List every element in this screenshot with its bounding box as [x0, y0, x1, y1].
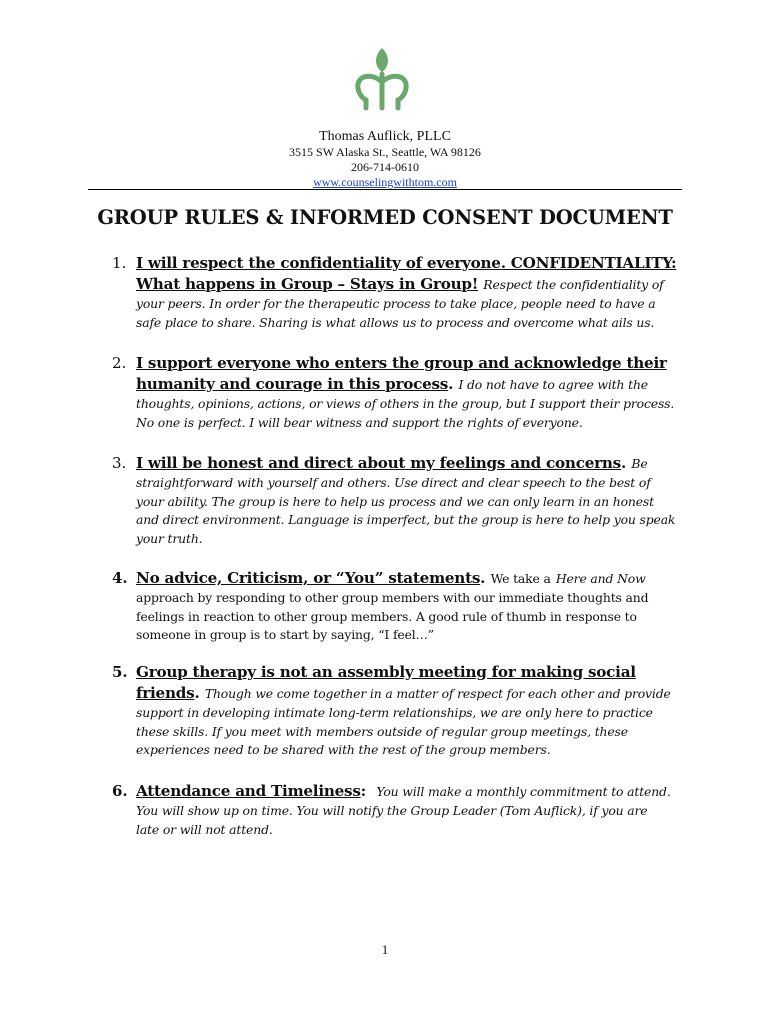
item-body: your peers. In order for the therapeutic process to take place, people need to have a: [136, 296, 656, 311]
item-body: Though we come together in a matter of respect for each other and provide: [204, 686, 671, 701]
document-title: GROUP RULES & INFORMED CONSENT DOCUMENT: [97, 206, 673, 229]
item-body: thoughts, opinions, actions, or views of others in the group, but I support their process.: [136, 396, 675, 411]
document-page: Thomas Auflick, PLLC 3515 SW Alaska St., Seattle, WA 98126 206-714-0610 www.counselingwithtom.com GROUP RULES & INFORMED CONSENT DOCUMENT 1. I will respect the confidentiality of everyone. CONFIDENTIALITY: What happens in Group – Stays in Group! Respect the confidentiality of your peers. In order for the therapeutic process to take place, people need to have a safe place to share. Sharing is what allows us to process and overcome what ails us. 2. I support everyone who enters the group and acknowledge their humanity and courage in this process. I do not have to agree with the thoughts, opinions, actions, or views of others in the group, but I support their process. No one is perfect. I will bear witness and support the rights of everyone. 3. I will be honest and direct about my feelings and concerns. Be straightforward with yourself and others. Use direct and clear speech to the best of your ability. The group is here to help us process and we can only learn in an honest and direct environment. Language is imperfect, but the group is here to help you speak your truth. 4. No advice, Criticism, or “You” statements. We take a Here and Now approach by responding to other group members with our immediate thoughts and feelings in reaction to other group members. A good rule of thumb in response to someone in group is to start by saying, “I feel…” 5. Group therapy is not an assembly meeting for making social friends. Though we come together in a matter of respect for each other and provide support in developing intimate long-term relationships, we are only here to practice these skills. If you meet with members outside of regular group meetings, these experiences need to be shared with the rest of the group members. 6. Attendance and Timeliness: You will make a monthly commitment to attend. You will show up on time. You will notify the Group Leader (Tom Auflick), if you are late or will not attend. 1: [0, 0, 770, 1024]
item-heading: No advice, Criticism, or “You” statements: [136, 569, 481, 587]
item-body: safe place to share. Sharing is what allows us to process and overcome what ails us.: [136, 314, 655, 330]
item-body-emphasis: Here and Now: [555, 571, 646, 586]
item-body: approach by responding to other group members with our immediate thoughts and: [136, 590, 649, 605]
item-number: 3.: [112, 454, 127, 472]
item-body: these skills. If you meet with members outside of regular group meetings, these: [136, 723, 628, 739]
item-heading: Group therapy is not an assembly meeting for making social: [136, 663, 636, 681]
item-body: someone in group is to start by saying, “I feel…”: [136, 627, 434, 642]
item-body: We take a: [490, 571, 551, 586]
item-number: 6.: [112, 782, 128, 800]
header-divider: [88, 189, 682, 190]
item-heading: I will respect the confidentiality of everyone. CONFIDENTIALITY:: [136, 254, 677, 272]
item-body: support in developing intimate long-term relationships, we are only here to practice: [136, 705, 653, 720]
item-body: late or will not attend.: [136, 821, 273, 837]
item-heading: What happens in Group – Stays in Group!: [136, 275, 479, 293]
item-heading: Attendance and Timeliness: [136, 782, 361, 800]
item-number: 5.: [112, 663, 128, 681]
practice-name: Thomas Auflick, PLLC: [319, 129, 451, 144]
item-heading: friends: [136, 684, 195, 702]
item-body: You will make a monthly commitment to attend.: [376, 784, 671, 799]
page-number: 1: [381, 942, 389, 957]
practice-phone: 206-714-0610: [351, 160, 419, 174]
item-heading: I will be honest and direct about my feelings and concerns: [136, 454, 621, 472]
letterhead: [0, 128, 770, 190]
item-body: your ability. The group is here to help us process and we can only learn in an honest: [136, 493, 654, 509]
item-number: 2.: [112, 354, 127, 372]
practice-address: 3515 SW Alaska St., Seattle, WA 98126: [289, 145, 481, 159]
website-link[interactable]: www.counselingwithtom.com: [313, 175, 457, 189]
item-heading: I support everyone who enters the group and acknowledge their: [136, 354, 667, 372]
item-body: I do not have to agree with the: [458, 377, 648, 392]
item-number: 4.: [112, 569, 128, 587]
item-heading: humanity and courage in this process: [136, 375, 449, 393]
item-number: 1.: [112, 254, 127, 272]
item-body: your truth.: [136, 530, 203, 546]
item-body: experiences need to be shared with the rest of the group members.: [136, 742, 551, 757]
sprout-leaf-logo: [352, 44, 412, 112]
item-body: No one is perfect. I will bear witness and support the rights of everyone.: [136, 414, 583, 430]
item-body: Be: [631, 456, 648, 471]
item-body: You will show up on time. You will notify the Group Leader (Tom Auflick), if you are: [136, 803, 648, 818]
item-body: and direct environment. Language is imperfect, but the group is here to help you speak: [136, 512, 676, 527]
item-body: feelings in reaction to other group members. A good rule of thumb in response to: [136, 608, 637, 624]
item-body: straightforward with yourself and others. Use direct and clear speech to the best of: [136, 475, 651, 490]
item-body: Respect the confidentiality of: [483, 277, 664, 292]
